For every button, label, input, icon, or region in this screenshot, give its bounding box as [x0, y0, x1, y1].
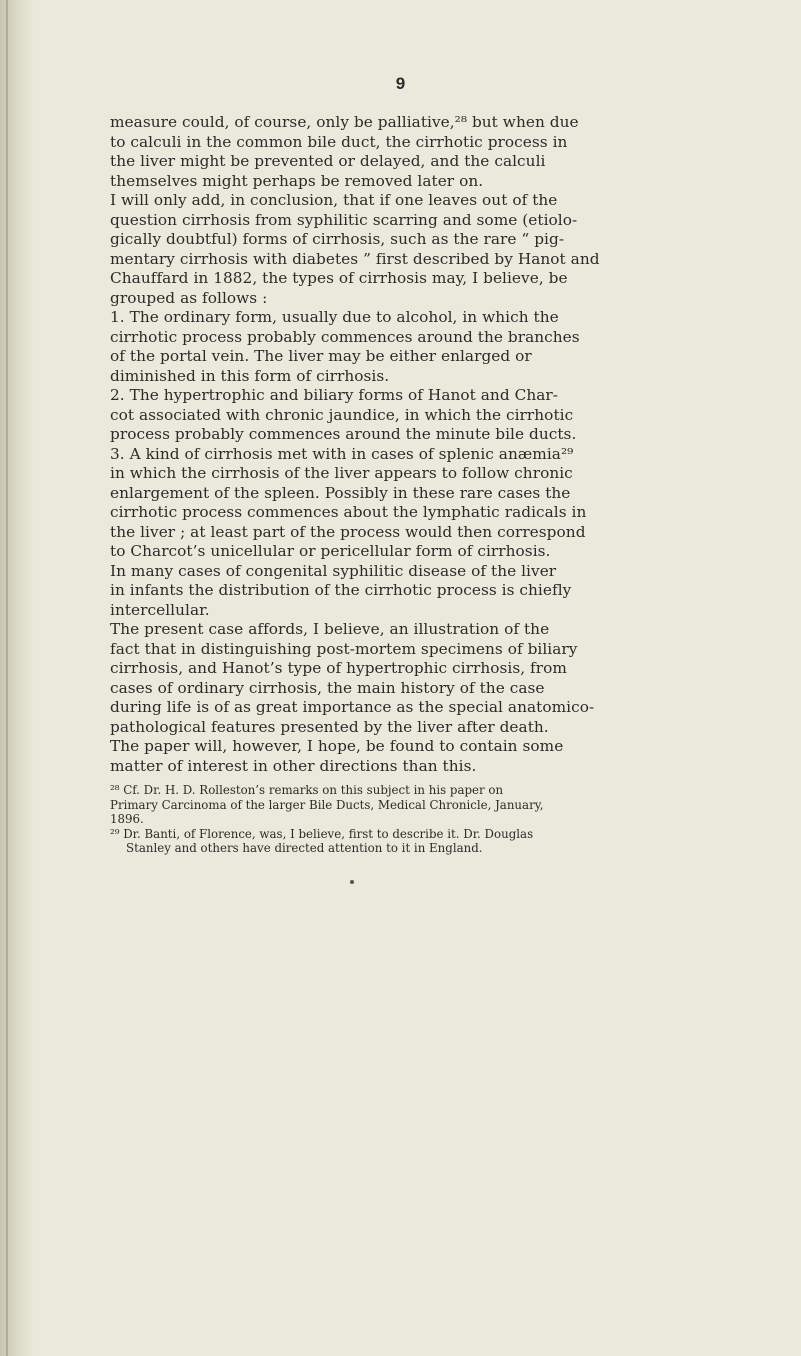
text-line: mentary cirrhosis with diabetes ” first described by Hanot and: [110, 249, 600, 268]
footnote-line: Stanley and others have directed attention to it in England.: [126, 841, 483, 856]
text-line: in infants the distribution of the cirrhotic process is chiefly: [110, 581, 572, 599]
text-line: to calculi in the common bile duct, the cirrhotic process in: [110, 132, 568, 151]
text-line: 2. The hypertrophic and biliary forms of Hanot and Char-: [110, 386, 558, 404]
binding-crease: [6, 0, 8, 1356]
text-line: themselves might perhaps be removed later on.: [110, 171, 484, 190]
text-line: intercellular.: [110, 600, 210, 619]
text-line: cirrhotic process probably commences around the branches: [110, 327, 580, 346]
page-number: 9: [395, 74, 406, 93]
text-line: in which the cirrhosis of the liver appears to follow chronic: [110, 464, 573, 482]
text-line: enlargement of the spleen. Possibly in these rare cases the: [110, 483, 571, 502]
text-line: during life is of as great importance as the special anatomico-: [110, 698, 595, 716]
text-line: the liver ; at least part of the process would then correspond: [110, 522, 586, 541]
text-line: measure could, of course, only be palliative,²⁸ but when due: [110, 113, 579, 131]
text-line: The present case affords, I believe, an illustration of the: [110, 620, 550, 638]
text-line: I will only add, in conclusion, that if one leaves out of the: [110, 191, 558, 209]
footnote-line: Primary Carcinoma of the larger Bile Ducts, Medical Chronicle, January,: [110, 797, 544, 812]
text-line: In many cases of congenital syphilitic disease of the liver: [110, 561, 557, 580]
text-line: 1. The ordinary form, usually due to alcohol, in which the: [110, 308, 559, 326]
text-line: gically doubtful) forms of cirrhosis, such as the rare “ pig-: [110, 230, 565, 248]
text-line: fact that in distinguishing post-mortem specimens of biliary: [110, 639, 578, 658]
text-line: pathological features presented by the liver after death.: [110, 717, 549, 736]
footnote-line: ²⁸ Cf. Dr. H. D. Rolleston’s remarks on this subject in his paper on: [110, 783, 504, 797]
body-text: [110, 113, 685, 856]
text-line: process probably commences around the minute bile ducts.: [110, 425, 577, 443]
stray-ink-mark: [350, 880, 354, 884]
text-line: of the portal vein. The liver may be either enlarged or: [110, 347, 532, 365]
footnote-line: ²⁹ Dr. Banti, of Florence, was, I believe, first to describe it. Dr. Douglas: [110, 826, 534, 841]
text-line: to Charcot’s unicellular or pericellular form of cirrhosis.: [110, 542, 551, 560]
footnote-spacer: [110, 776, 685, 783]
text-line: the liver might be prevented or delayed, and the calculi: [110, 152, 546, 170]
text-line: cirrhotic process commences about the lymphatic radicals in: [110, 503, 587, 521]
text-line: Chauffard in 1882, the types of cirrhosis may, I believe, be: [110, 269, 568, 287]
text-line: The paper will, however, I hope, be found to contain some: [110, 737, 564, 755]
text-line: matter of interest in other directions than this.: [110, 756, 477, 775]
text-line: 3. A kind of cirrhosis met with in cases of splenic anæmia²⁹: [110, 444, 574, 463]
text-line: cases of ordinary cirrhosis, the main history of the case: [110, 678, 545, 697]
text-line: cot associated with chronic jaundice, in which the cirrhotic: [110, 405, 574, 424]
text-line: diminished in this form of cirrhosis.: [110, 366, 390, 385]
text-line: grouped as follows :: [110, 288, 268, 307]
footnote-line: 1896.: [110, 812, 144, 827]
text-line: question cirrhosis from syphilitic scarring and some (etiolo-: [110, 210, 578, 229]
text-line: cirrhosis, and Hanot’s type of hypertrophic cirrhosis, from: [110, 659, 567, 677]
